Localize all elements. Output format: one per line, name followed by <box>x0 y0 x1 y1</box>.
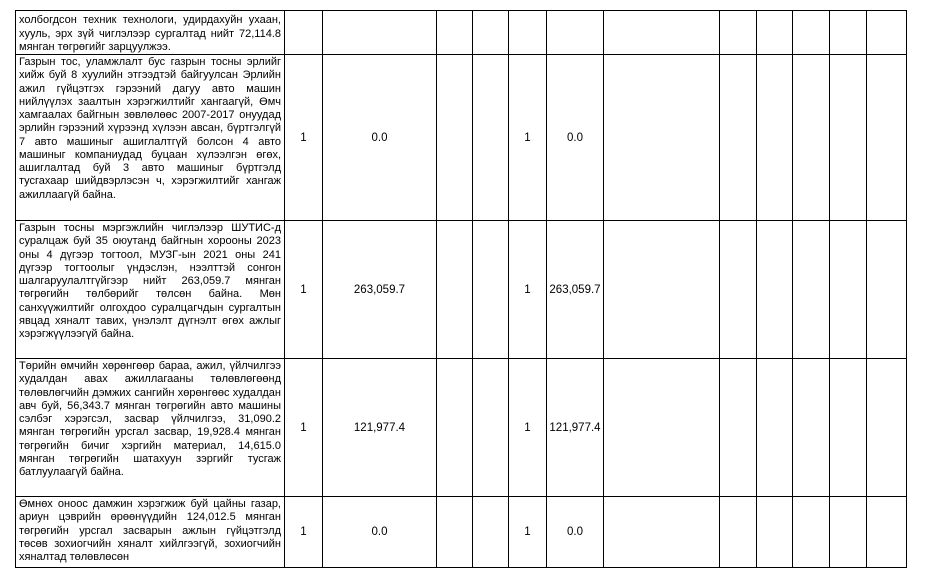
audit-table <box>15 10 907 568</box>
empty-cell <box>830 221 867 359</box>
resolved-amount-cell <box>547 11 604 55</box>
empty-cell <box>720 11 757 55</box>
finding-count-cell: 1 <box>285 55 323 221</box>
table-body <box>16 11 907 568</box>
empty-cell <box>830 497 867 568</box>
finding-count-cell: 1 <box>285 221 323 359</box>
empty-cell <box>793 11 830 55</box>
table-row <box>16 221 907 359</box>
empty-cell <box>437 359 473 497</box>
empty-cell <box>720 359 757 497</box>
empty-cell <box>793 497 830 568</box>
finding-description-cell: Газрын тос, уламжлалт бус газрын тосны эрлийг хийж буй 8 хуулийн этгээдтэй байгуулсан Эрлийн ажил гүйцэтгэх гэрээний дагуу авто машин нийлүүлэх заалтын хэрэгжилтийг хангаагүй, Өмч хамгаалах байгнын зөвлөлөөс 2007-2017 онуудад эрлийн гэрээний хүрээнд хүлээн авсан, бүртгэлгүй 7 авто машиныг ашиглалтгүй болсон 4 авто машиныг компаниудад буцаан хүлээлгэн өгөх, ашиглалтад буй 3 авто машиныг бүртгэлд тусгахаар шийдвэрлэсэн ч, хэрэгжилтийг хангаж ажиллаагүй байна. <box>16 55 285 221</box>
finding-amount-cell <box>323 11 437 55</box>
resolved-count-cell: 1 <box>509 221 547 359</box>
finding-description-cell: холбогдсон техник технологи, удирдахуйн ухаан, хууль, эрх зүй чиглэлээр сургалтад нийт 72,114.8 мянган төгрөгийг зарцуулжээ. <box>16 11 285 55</box>
resolved-amount-cell: 0.0 <box>547 497 604 568</box>
empty-cell <box>830 11 867 55</box>
empty-cell <box>720 55 757 221</box>
resolved-count-cell <box>509 11 547 55</box>
finding-description-cell: Газрын тосны мэргэжлийн чиглэлээр ШУТИС-д суралцаж буй 35 оюутанд байгнын хорооны 2023 оны 4 дүгээр тогтоол, МУЗГ-ын 2021 оны 241 дүгээр тогтоолыг үндэслэн, нээлттэй сонгон шалгаруулалтгүйгээр нийт 263,059.7 мянган төгрөгийн төлбөрийг төлсөн байна. Мөн санхүүжилтийг олгохдоо суралцагчдын сургалтын явцад хяналт тавих, үнэлэлт дүгнэлт өгөх ажлыг хэрэгжүүлээгүй байна. <box>16 221 285 359</box>
table-row <box>16 497 907 568</box>
empty-cell <box>473 497 509 568</box>
empty-cell <box>830 359 867 497</box>
empty-cell <box>604 55 720 221</box>
empty-cell <box>757 497 793 568</box>
finding-amount-cell: 263,059.7 <box>323 221 437 359</box>
table-row <box>16 55 907 221</box>
finding-description-cell: Төрийн өмчийн хөрөнгөөр бараа, ажил, үйлчилгээ худалдан авах ажиллагааны төлөвлөгөөнд төлөвлөгчийн дэмжих сангийн хөрөнгөөс худалдан авч буй, 56,343.7 мянган төгрөгийн авто машины сэлбэг хэрэгсэл, засвар үйлчилгээ, 31,090.2 мянган төгрөгийн урсгал засвар, 19,928.4 мянган төгрөгийн бичиг хэргийн материал, 14,615.0 мянган төгрөгийн шатахуун зэргийг тусгаж батлуулаагүй байна. <box>16 359 285 497</box>
empty-cell <box>604 221 720 359</box>
empty-cell <box>473 55 509 221</box>
empty-cell <box>604 11 720 55</box>
empty-cell <box>867 359 907 497</box>
empty-cell <box>473 359 509 497</box>
empty-cell <box>757 221 793 359</box>
resolved-amount-cell: 263,059.7 <box>547 221 604 359</box>
empty-cell <box>437 221 473 359</box>
empty-cell <box>793 221 830 359</box>
resolved-count-cell: 1 <box>509 359 547 497</box>
empty-cell <box>793 359 830 497</box>
finding-count-cell <box>285 11 323 55</box>
empty-cell <box>437 497 473 568</box>
resolved-amount-cell: 121,977.4 <box>547 359 604 497</box>
empty-cell <box>473 221 509 359</box>
empty-cell <box>793 55 830 221</box>
resolved-amount-cell: 0.0 <box>547 55 604 221</box>
empty-cell <box>757 359 793 497</box>
finding-count-cell: 1 <box>285 497 323 568</box>
empty-cell <box>867 497 907 568</box>
empty-cell <box>604 497 720 568</box>
empty-cell <box>604 359 720 497</box>
empty-cell <box>437 55 473 221</box>
table-row <box>16 359 907 497</box>
table-row <box>16 11 907 55</box>
finding-amount-cell: 0.0 <box>323 497 437 568</box>
empty-cell <box>867 11 907 55</box>
empty-cell <box>757 55 793 221</box>
empty-cell <box>473 11 509 55</box>
finding-description-cell: Өмнөх оноос дамжин хэрэгжиж буй цайны газар, ариун цэврийн өрөөнүүдийн 124,012.5 мянган төгрөгийн урсгал засварын ажлын гүйцэтгэлд төсөв зохиогчийн хяналт хийлгээгүй, зохиогчийн хяналтад төлөвлөсөн <box>16 497 285 568</box>
empty-cell <box>757 11 793 55</box>
empty-cell <box>867 55 907 221</box>
finding-count-cell: 1 <box>285 359 323 497</box>
empty-cell <box>437 11 473 55</box>
finding-amount-cell: 0.0 <box>323 55 437 221</box>
resolved-count-cell: 1 <box>509 55 547 221</box>
empty-cell <box>720 221 757 359</box>
finding-amount-cell: 121,977.4 <box>323 359 437 497</box>
empty-cell <box>867 221 907 359</box>
empty-cell <box>830 55 867 221</box>
resolved-count-cell: 1 <box>509 497 547 568</box>
empty-cell <box>720 497 757 568</box>
